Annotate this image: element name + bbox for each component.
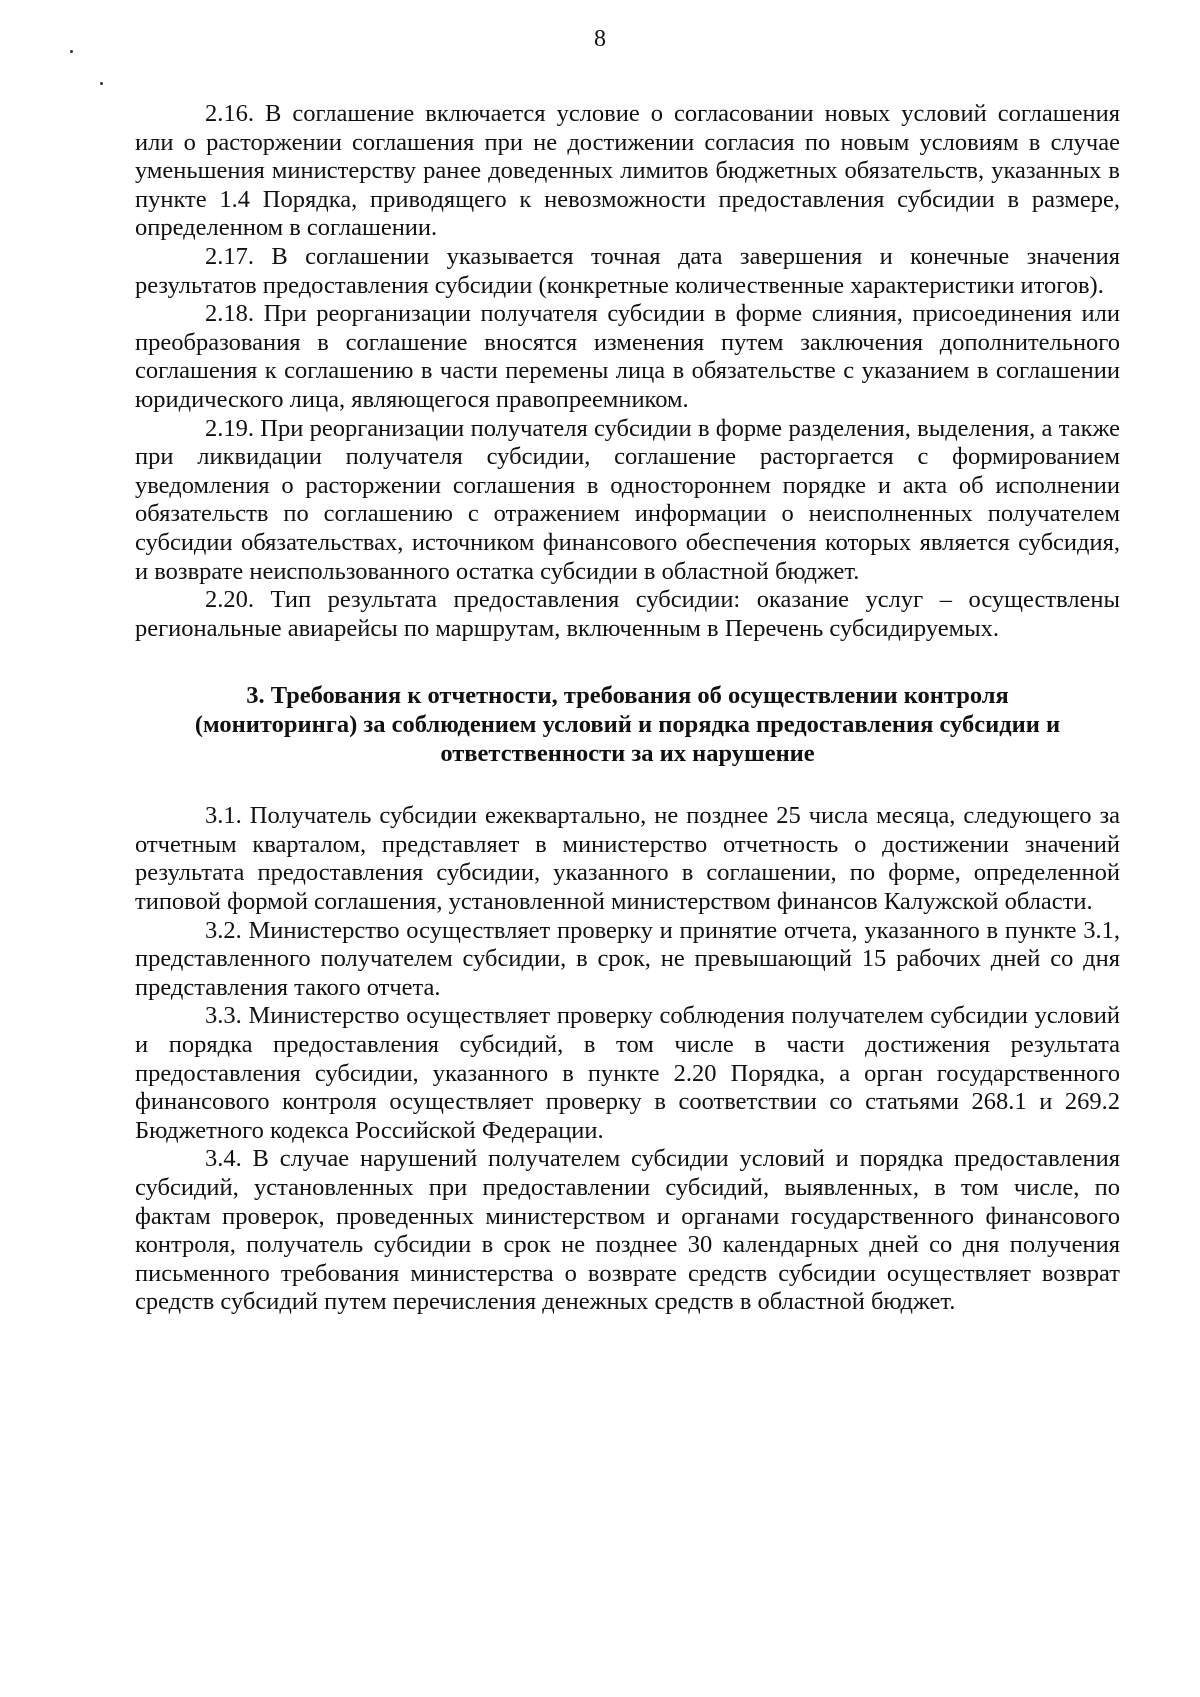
paragraph-3-3: 3.3. Министерство осуществляет проверку соблюдения получателем субсидии условий и порядка предоставления субсидий, в том числе в части достижения результата предоставления субсидии, указанного в пункте 2.20 Порядка, а орган государственного финансового контроля осуществляет проверку в соответствии со статьями 268.1 и 269.2 Бюджетного кодекса Российской Федерации. (135, 1002, 1120, 1144)
paragraph-2-19: 2.19. При реорганизации получателя субсидии в форме разделения, выделения, а также при ликвидации получателя субсидии, соглашение расторгается с формированием уведомления о расторжении соглашения в одностороннем порядке и акта об исполнении обязательств по соглашению с отражением информации о неисполненных получателем субсидии обязательствах, источником финансового обеспечения которых является субсидия, и возврате неиспользованного остатка субсидии в областной бюджет. (135, 414, 1120, 585)
section-3-heading: 3. Требования к отчетности, требования об осуществлении контроля (мониторинга) за соблюдением условий и порядка предоставления субсидии и ответственности за их нарушение (194, 682, 1061, 768)
paragraph-2-18: 2.18. При реорганизации получателя субсидии в форме слияния, присоединения или преобразования в соглашение вносятся изменения путем заключения дополнительного соглашения к соглашению в части перемены лица в обязательстве с указанием в соглашении юридического лица, являющегося правопреемником. (135, 300, 1120, 413)
paragraph-2-20: 2.20. Тип результата предоставления субсидии: оказание услуг – осуществлены региональные авиарейсы по маршрутам, включенным в Перечень субсидируемых. (135, 586, 1120, 642)
paragraph-2-16: 2.16. В соглашение включается условие о согласовании новых условий соглашения или о расторжении соглашения при не достижении согласия по новым условиям в случае уменьшения министерству ранее доведенных лимитов бюджетных обязательств, указанных в пункте 1.4 Порядка, приводящего к невозможности предоставления субсидии в размере, определенном в соглашении. (135, 100, 1120, 242)
paragraph-3-2: 3.2. Министерство осуществляет проверку и принятие отчета, указанного в пункте 3.1, представленного получателем субсидии, в срок, не превышающий 15 рабочих дней со дня представления такого отчета. (135, 916, 1120, 1001)
paragraph-3-1: 3.1. Получатель субсидии ежеквартально, не позднее 25 числа месяца, следующего за отчетным кварталом, представляет в министерство отчетность о достижении значений результата предоставления субсидии, указанного в соглашении, по форме, определенной типовой формой соглашения, установленной министерством финансов Калужской области. (135, 802, 1120, 916)
scan-speck-mark (100, 82, 103, 85)
paragraph-3-4: 3.4. В случае нарушений получателем субсидии условий и порядка предоставления субсидий, установленных при предоставлении субсидий, выявленных, в том числе, по фактам проверок, проведенных министерством и органами государственного финансового контроля, получатель субсидии в срок не позднее 30 календарных дней со дня получения письменного требования министерства о возврате средств субсидии осуществляет возврат средств субсидий путем перечисления денежных средств в областной бюджет. (135, 1145, 1120, 1316)
document-body (135, 100, 1120, 1317)
paragraph-2-17: 2.17. В соглашении указывается точная дата завершения и конечные значения результатов предоставления субсидии (конкретные количественные характеристики итогов). (135, 242, 1120, 299)
scan-speck-mark (70, 50, 73, 53)
page-number: 8 (594, 26, 606, 52)
